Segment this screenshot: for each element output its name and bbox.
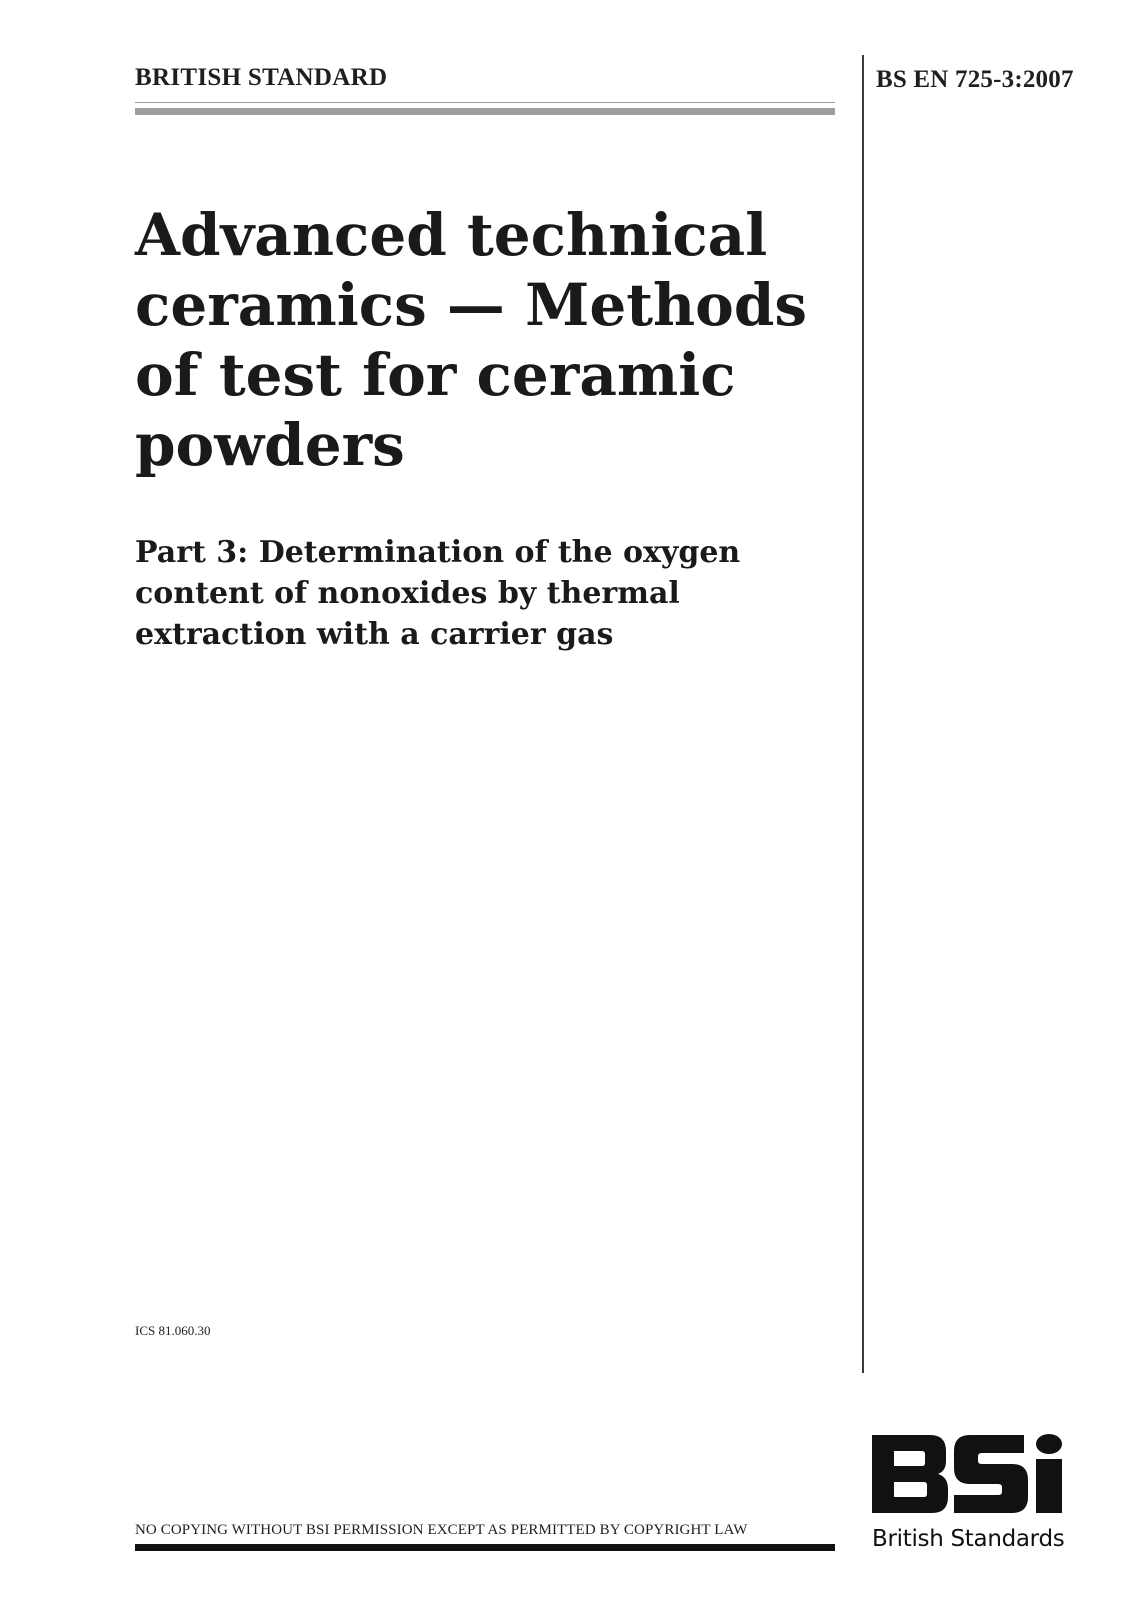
footer-thick-rule — [135, 1544, 835, 1551]
title-line: of test for ceramic — [135, 341, 736, 409]
header-label: BRITISH STANDARD — [135, 64, 388, 91]
standard-number: BS EN 725-3:2007 — [876, 66, 1074, 93]
header-thick-rule — [135, 108, 835, 115]
vertical-divider — [862, 55, 864, 1373]
subtitle-line: content of nonoxides by thermal — [135, 576, 680, 611]
title-line: Advanced technical — [135, 201, 768, 269]
subtitle-line: extraction with a carrier gas — [135, 617, 614, 652]
document-title — [135, 200, 835, 480]
subtitle-line: Part 3: Determination of the oxygen — [135, 535, 741, 570]
copyright-notice: NO COPYING WITHOUT BSI PERMISSION EXCEPT AS PERMITTED BY COPYRIGHT LAW — [135, 1522, 748, 1538]
ics-code: ICS 81.060.30 — [135, 1323, 211, 1338]
logo-subtitle: British Standards — [872, 1526, 1065, 1552]
header-thin-rule — [135, 102, 835, 103]
document-subtitle — [135, 532, 835, 655]
bsi-logo — [872, 1433, 1068, 1515]
title-line: ceramics — Methods — [135, 271, 808, 339]
title-line: powders — [135, 411, 405, 479]
